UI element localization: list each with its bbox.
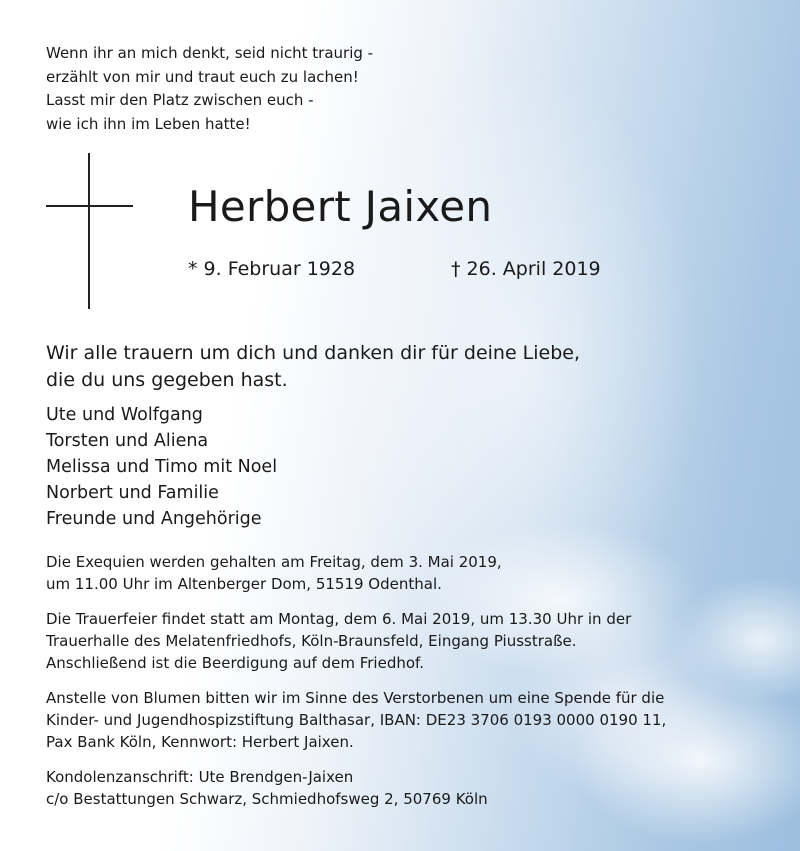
cross-horizontal-bar	[46, 205, 133, 207]
cross-vertical-bar	[88, 153, 90, 309]
mourning-text	[46, 340, 580, 394]
mourning-line: die du uns gegeben hast.	[46, 369, 288, 391]
mourner-item: Norbert und Familie	[46, 483, 219, 503]
exequies-line: um 11.00 Uhr im Altenberger Dom, 51519 Odenthal.	[46, 575, 442, 593]
exequies-paragraph	[46, 551, 502, 595]
poem-line: wie ich ihn im Leben hatte!	[46, 114, 251, 133]
donation-paragraph	[46, 687, 666, 753]
poem-line: erzählt von mir und traut euch zu lachen!	[46, 67, 359, 86]
funeral-line: Anschließend ist die Beerdigung auf dem Friedhof.	[46, 654, 424, 672]
birth-date: * 9. Februar 1928	[188, 258, 356, 280]
poem-line: Wenn ihr an mich denkt, seid nicht traurig -	[46, 44, 374, 62]
mourner-item: Melissa und Timo mit Noel	[46, 457, 278, 477]
mourning-line: Wir alle trauern um dich und danken dir für deine Liebe,	[46, 342, 581, 364]
donation-line: Pax Bank Köln, Kennwort: Herbert Jaixen.	[46, 733, 354, 751]
mourner-item: Freunde und Angehörige	[46, 509, 262, 529]
poem	[46, 42, 373, 136]
condolence-line: c/o Bestattungen Schwarz, Schmiedhofsweg 2, 50769 Köln	[46, 790, 488, 808]
funeral-line: Trauerhalle des Melatenfriedhofs, Köln-Braunsfeld, Eingang Piusstraße.	[46, 632, 577, 650]
condolence-line: Kondolenzanschrift: Ute Brendgen-Jaixen	[46, 768, 354, 786]
donation-line: Anstelle von Blumen bitten wir im Sinne des Verstorbenen um eine Spende für die	[46, 689, 665, 707]
exequies-line: Die Exequien werden gehalten am Freitag, dem 3. Mai 2019,	[46, 553, 502, 571]
poem-line: Lasst mir den Platz zwischen euch -	[46, 91, 314, 109]
deceased-name: Herbert Jaixen	[188, 182, 493, 231]
condolence-address	[46, 766, 488, 810]
funeral-paragraph	[46, 608, 631, 674]
funeral-line: Die Trauerfeier findet statt am Montag, dem 6. Mai 2019, um 13.30 Uhr in der	[46, 610, 632, 628]
mourner-item: Torsten und Aliena	[46, 431, 209, 451]
mourner-item: Ute und Wolfgang	[46, 405, 203, 425]
mourners-list	[46, 402, 277, 532]
death-date: † 26. April 2019	[451, 258, 601, 280]
donation-line: Kinder- und Jugendhospizstiftung Balthasar, IBAN: DE23 3706 0193 0000 0190 11,	[46, 711, 667, 729]
